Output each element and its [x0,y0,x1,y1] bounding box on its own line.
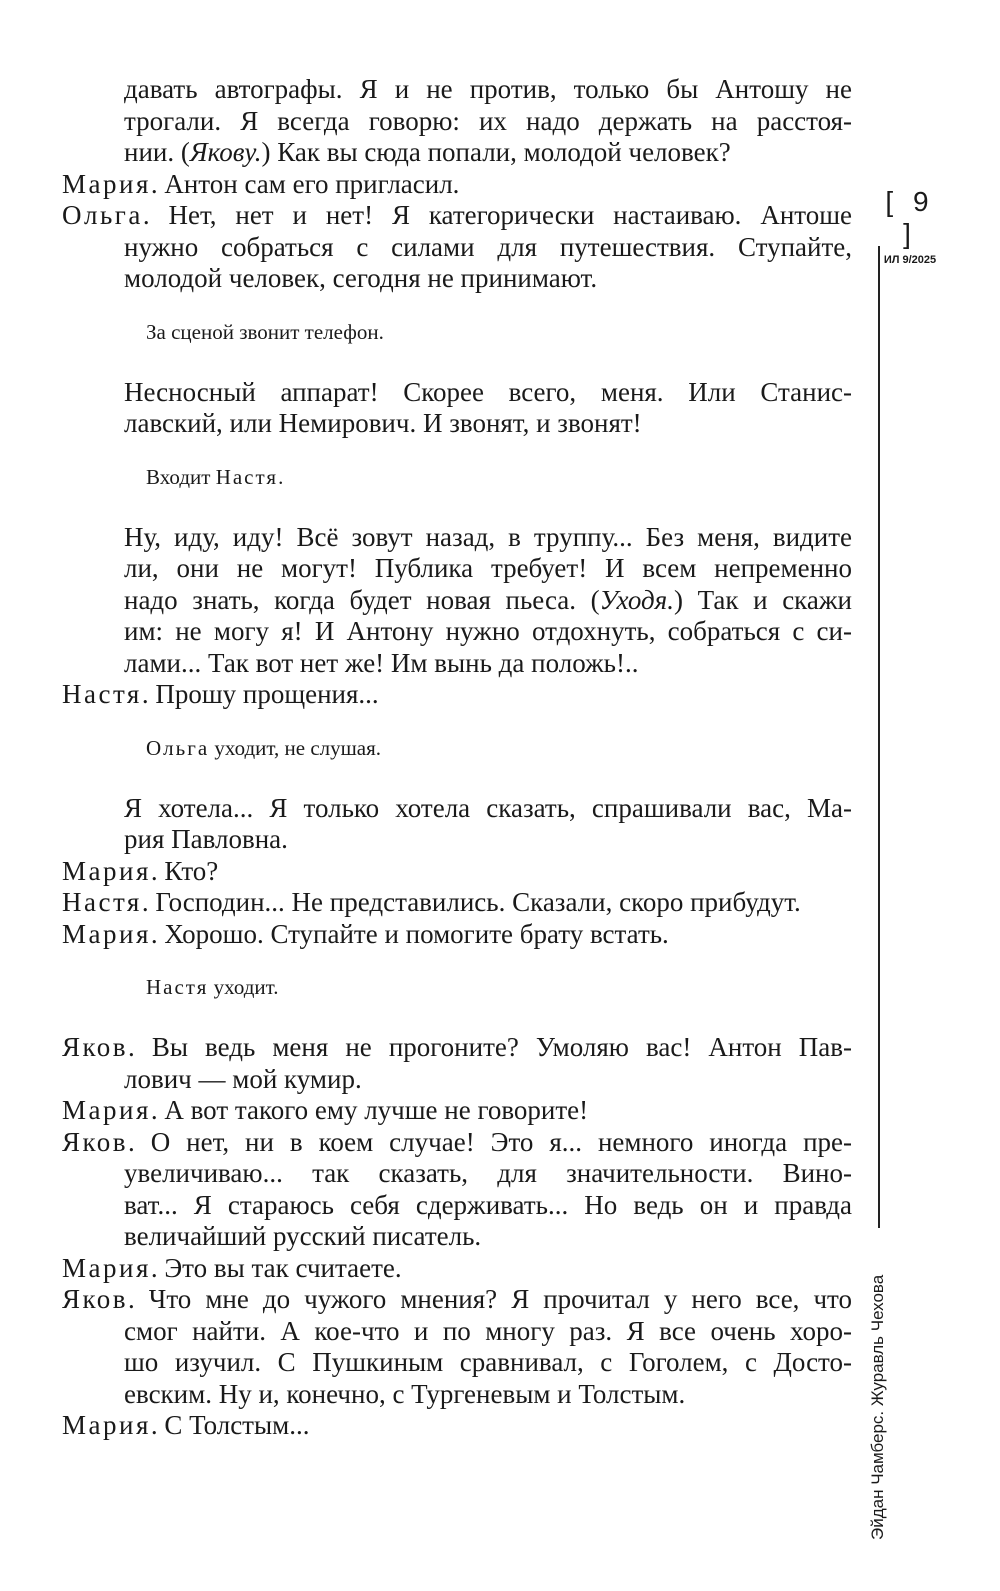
text-line: евским. Ну и, конечно, с Тургеневым и Толстым. [124,1378,686,1409]
speaker-name: Мария [62,1410,151,1440]
dialogue-line: Настя. Господин... Не представились. Сказали, скоро прибудут. [62,887,801,917]
stage-direction-inline: Якову. [189,137,262,167]
text-line: лович — мой кумир. [124,1063,362,1094]
speaker-name: Мария [62,1252,151,1283]
dialogue-line: Мария. Хорошо. Ступайте и помогите брату встать. [62,918,669,949]
page-number: [ 9 ] [885,186,935,249]
stage-direction: Настя уходит. [146,975,279,999]
dialogue-line: Яков. Что мне до чужого мнения? Я прочитал у него все, что [62,1284,852,1314]
text-line: молодой человек, сегодня не принимают. [124,263,598,293]
text-line: увеличиваю... так сказать, для значительности. Вино- [124,1158,852,1188]
margin-rule [878,246,880,1228]
stage-direction: За сценой звонит телефон. [146,319,384,344]
speaker-name: Мария [62,855,151,886]
dialogue-line: Мария. С Толстым... [62,1410,310,1440]
speaker-name: Яков [62,1126,129,1157]
text-line: давать автографы. Я и не против, только бы Антошу не [124,74,852,104]
speaker-name: Настя [146,975,209,999]
text-line: нии. (Якову.) Как вы сюда попали, молодой человек? [124,137,731,167]
speaker-name: Мария [62,168,151,199]
play-text [62,74,852,1442]
stage-direction: Ольга уходит, не слушая. [146,735,382,760]
text-line: Несносный аппарат! Скорее всего, меня. Или Станис- [124,376,852,407]
speaker-name: Мария [62,918,151,949]
speaker-name: Ольга [62,200,143,230]
speaker-name: Настя [62,679,142,709]
speaker-name: Настя [215,464,279,489]
text-line: рия Павловна. [124,824,288,854]
text-line: нужно собраться с силами для путешествия. Ступайте, [124,231,852,262]
text-line: трогали. Я всегда говорю: их надо держать на расстоя- [124,105,852,136]
page-margin-info [872,186,962,266]
text-line: им: не могу я! И Антону нужно отдохнуть, собраться с си- [124,616,852,646]
speaker-name: Ольга [146,735,210,760]
text-line: шо изучил. С Пушкиным сравнивал, с Гоголем, с Досто- [124,1347,852,1377]
text-line: Ну, иду, иду! Всё зовут назад, в труппу... Без меня, видите [124,521,852,552]
stage-direction-inline: Уходя. [599,584,674,615]
stage-direction: Входит Настя. [146,464,284,489]
journal-issue: ИЛ 9/2025 [883,254,937,266]
dialogue-line: Мария. А вот такого ему лучше не говорите! [62,1095,589,1125]
dialogue-line: Мария. Кто? [62,855,219,886]
speaker-name: Настя [62,887,142,917]
dialogue-line: Яков. О нет, ни в коем случае! Это я... немного иногда пре- [62,1126,852,1157]
dialogue-line: Ольга. Нет, нет и нет! Я категорически настаиваю. Антоше [62,200,852,230]
text-line: смог найти. А кое-что и по многу раз. Я все очень хоро- [124,1315,852,1346]
speaker-name: Мария [62,1095,151,1125]
text-line: величайший русский писатель. [124,1221,482,1251]
running-title: Эйдан Чамберс. Журавль Чехова [868,1274,887,1540]
speaker-name: Яков [62,1284,129,1314]
dialogue-line: Яков. Вы ведь меня не прогоните? Умоляю вас! Антон Пав- [62,1032,852,1062]
text-line: ват... Я стараюсь себя сдерживать... Но ведь он и правда [124,1189,852,1220]
dialogue-line: Настя. Прошу прощения... [62,679,379,709]
text-line: ли, они не могут! Публика требует! И всем непременно [124,553,852,583]
text-line: лавский, или Немирович. И звонят, и звонят! [124,408,642,438]
dialogue-line: Мария. Антон сам его пригласил. [62,168,460,199]
speaker-name: Яков [62,1032,129,1062]
dialogue-line: Мария. Это вы так считаете. [62,1252,402,1283]
text-line: лами... Так вот нет же! Им вынь да положь!.. [124,647,639,678]
text-line: надо знать, когда будет новая пьеса. (Уходя.) Так и скажи [124,584,852,615]
text-line: Я хотела... Я только хотела сказать, спрашивали вас, Ма- [124,792,852,823]
